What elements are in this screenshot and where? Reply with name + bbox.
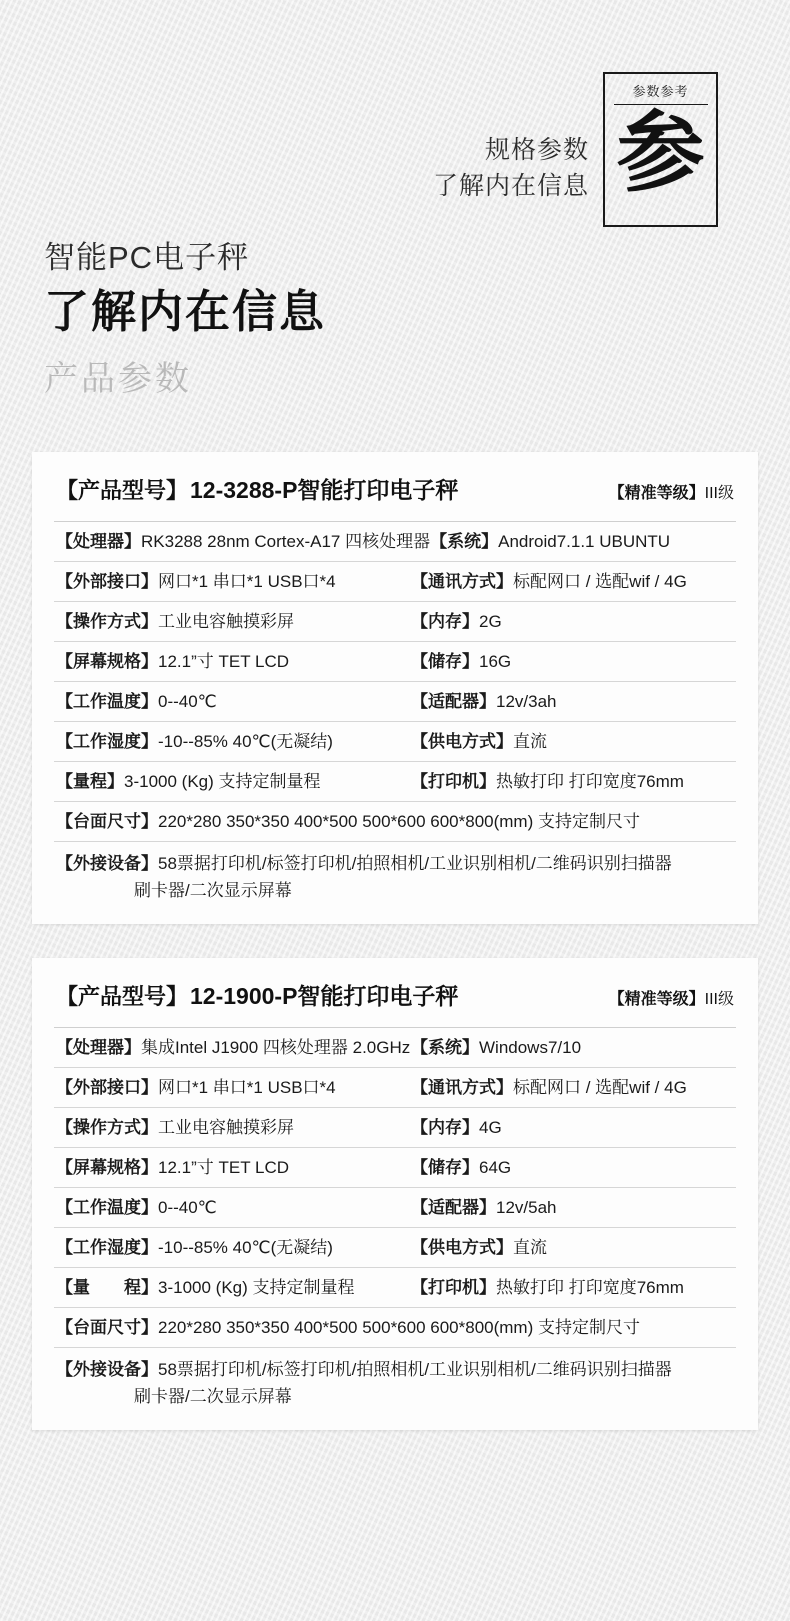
spec-key: 【内存】 [411,1117,479,1137]
spec-key: 【供电方式】 [411,731,513,751]
spec-value: 工业电容触摸彩屏 [158,1117,294,1137]
spec-key: 【量程】 [56,771,124,791]
spec-key: 【台面尺寸】 [56,1317,158,1337]
spec-value: 标配网口 / 选配wif / 4G [513,571,687,591]
spec-cell-right [411,769,734,795]
spec-key: 【工作温度】 [56,691,158,711]
spec-value: -10--85% 40℃(无凝结) [158,1237,333,1257]
header-stamp-block [433,72,718,227]
page-subtitle: 智能PC电子秤 [44,240,250,275]
spec-value: Windows7/10 [479,1037,582,1057]
spec-key: 【量 程】 [56,1277,158,1297]
spec-value: 标配网口 / 选配wif / 4G [513,1077,687,1097]
table-row [54,722,736,762]
spec-value: 12v/5ah [496,1197,557,1217]
table-row [54,1268,736,1308]
spec-value: 网口*1 串口*1 USB口*4 [158,571,336,591]
spec-key: 【屏幕规格】 [56,651,158,671]
model-label: 【产品型号】 [56,478,189,503]
spec-cell-left [56,1155,411,1181]
table-row [54,1148,736,1188]
spec-key: 【通讯方式】 [411,1077,513,1097]
spec-cell-right [411,609,734,635]
spec-cell-right [411,1035,734,1061]
spec-value-line2: 刷卡器/二次显示屏幕 [134,881,292,901]
spec-cell-right [411,1195,734,1221]
spec-value: 58票据打印机/标签打印机/拍照相机/工业识别相机/二维码识别扫描器 [158,854,672,873]
header-caption [433,72,603,205]
spec-cell-right [430,529,734,555]
spec-card [32,452,758,924]
spec-key: 【台面尺寸】 [56,811,158,831]
grade-label: 【精准等级】 [608,991,705,1008]
spec-key: 【外部接口】 [56,1077,158,1097]
spec-key: 【外接设备】 [56,1360,158,1379]
spec-key: 【适配器】 [411,691,496,711]
spec-value: 直流 [513,731,547,751]
spec-cell-left [56,1195,411,1221]
spec-cell-right [411,689,734,715]
table-row [54,642,736,682]
page-title-ghost: 产品参数 [44,360,192,399]
spec-key: 【打印机】 [411,1277,496,1297]
table-row [54,1028,736,1068]
spec-key: 【工作温度】 [56,1197,158,1217]
spec-value: 0--40℃ [158,1197,217,1217]
spec-key: 【内存】 [411,611,479,631]
table-row [54,602,736,642]
grade-value: III级 [704,485,734,502]
spec-key: 【储存】 [411,1157,479,1177]
spec-cell-full [56,809,734,835]
spec-cell-right [411,1275,734,1301]
spec-key: 【处理器】 [56,531,141,551]
stamp-top-label: 参数参考 [614,81,708,105]
spec-cell-right [411,1115,734,1141]
table-row [54,1068,736,1108]
spec-cell-left [56,1075,411,1101]
spec-key: 【操作方式】 [56,611,158,631]
spec-value: 集成Intel J1900 四核处理器 2.0GHz [141,1037,411,1057]
spec-key: 【适配器】 [411,1197,496,1217]
spec-cell-left [56,569,411,595]
spec-key: 【系统】 [430,531,499,551]
table-row [54,1188,736,1228]
spec-key: 【工作湿度】 [56,1237,158,1257]
spec-cell-left [56,649,411,675]
spec-key: 【屏幕规格】 [56,1157,158,1177]
table-row [54,802,736,842]
spec-key: 【通讯方式】 [411,571,513,591]
spec-cell-right [411,1155,734,1181]
spec-cell-right [411,569,734,595]
stamp-box [603,72,718,227]
spec-cell-right [411,729,734,755]
spec-value: 12v/3ah [496,691,557,711]
table-row [54,1308,736,1348]
spec-value: 3-1000 (Kg) 支持定制量程 [124,771,321,791]
spec-cell-left [56,529,430,555]
spec-cell-left [56,689,411,715]
table-row [54,682,736,722]
spec-cell-full [56,850,672,904]
spec-value: RK3288 28nm Cortex-A17 四核处理器 [141,531,431,551]
grade-value: III级 [704,991,734,1008]
grade-badge [609,480,734,503]
table-row [54,562,736,602]
page-title: 了解内在信息 [44,286,327,338]
spec-value: -10--85% 40℃(无凝结) [158,731,333,751]
spec-cell-right [411,1075,734,1101]
spec-cell-left [56,729,411,755]
stamp-character: 参 [616,101,705,204]
title-block [44,238,326,400]
spec-cell-left [56,1235,411,1261]
spec-cell-left [56,609,411,635]
spec-cell-left [56,1275,411,1301]
spec-card [32,958,758,1430]
model-value: 12-3288-P智能打印电子秤 [190,477,459,503]
header-caption-line2: 了解内在信息 [432,172,589,201]
spec-value: 0--40℃ [158,691,217,711]
spec-value: 3-1000 (Kg) 支持定制量程 [158,1277,355,1297]
table-row [54,842,736,914]
spec-value: 220*280 350*350 400*500 500*600 600*800(mm) 支持定制尺寸 [158,811,640,831]
spec-cell-right [411,1235,734,1261]
spec-cell-left [56,1115,411,1141]
table-row [54,1228,736,1268]
spec-key: 【供电方式】 [411,1237,513,1257]
table-row [54,522,736,562]
model-value: 12-1900-P智能打印电子秤 [190,983,459,1009]
spec-key: 【外接设备】 [56,854,158,873]
spec-key: 【储存】 [411,651,479,671]
spec-key: 【操作方式】 [56,1117,158,1137]
spec-value: 工业电容触摸彩屏 [158,611,294,631]
spec-value: 热敏打印 打印宽度76mm [496,1277,684,1297]
spec-value-line2: 刷卡器/二次显示屏幕 [134,1387,292,1407]
header-caption-line1: 规格参数 [484,136,589,164]
spec-value: 网口*1 串口*1 USB口*4 [158,1077,336,1097]
spec-value: 4G [479,1117,502,1137]
spec-cell-full [56,1315,734,1341]
spec-value: 16G [479,651,512,671]
spec-value: 直流 [513,1237,547,1257]
spec-cell-left [56,769,411,795]
table-row [54,1108,736,1148]
spec-cell-right [411,649,734,675]
spec-cell-full [56,1356,672,1410]
spec-value: 12.1”寸 TET LCD [158,651,290,671]
spec-key: 【系统】 [411,1037,479,1057]
spec-card-header [54,452,736,522]
spec-key: 【处理器】 [56,1037,141,1057]
spec-value: 12.1”寸 TET LCD [158,1157,290,1177]
table-row [54,1348,736,1420]
spec-cell-left [56,1035,411,1061]
spec-value: 热敏打印 打印宽度76mm [496,771,684,791]
spec-key: 【打印机】 [411,771,496,791]
spec-key: 【外部接口】 [56,571,158,591]
spec-value: Android7.1.1 UBUNTU [498,531,671,551]
spec-key: 【工作湿度】 [56,731,158,751]
model-label: 【产品型号】 [56,984,189,1009]
grade-badge [609,986,734,1009]
spec-value: 64G [479,1157,512,1177]
spec-card-header [54,958,736,1028]
table-row [54,762,736,802]
spec-value: 58票据打印机/标签打印机/拍照相机/工业识别相机/二维码识别扫描器 [158,1360,672,1379]
spec-value: 2G [479,611,502,631]
spec-value: 220*280 350*350 400*500 500*600 600*800(mm) 支持定制尺寸 [158,1317,640,1337]
grade-label: 【精准等级】 [608,485,705,502]
